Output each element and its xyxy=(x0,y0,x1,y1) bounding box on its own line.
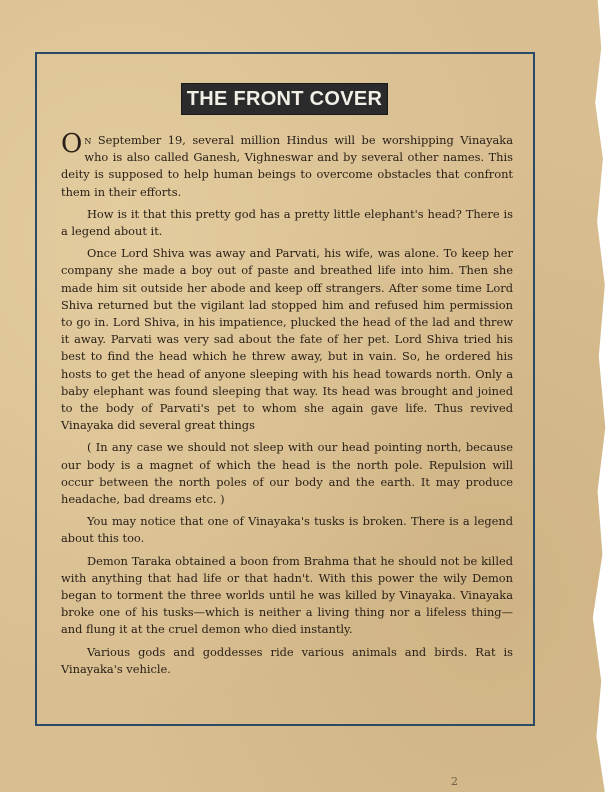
drop-cap: O xyxy=(61,129,83,159)
paragraph-1-lead: n xyxy=(84,133,92,147)
title-banner xyxy=(181,83,388,115)
paragraph-1-text: September 19, several million Hindus will be worshipping Vinayaka who is also called Ganesh, Vighneswar and by several other names. This deity is supposed to help human beings to overcome obstacles that confront them in their efforts. xyxy=(61,133,513,199)
paragraph-4: ( In any case we should not sleep with our head pointing north, because our body is a magnet of which the head is the north pole. Repulsion will occur between the north poles of our body and the earth. It may produce headache, bad dreams etc. ) xyxy=(61,440,513,507)
paragraph-2: How is it that this pretty god has a pretty little elephant's head? There is a legend about it. xyxy=(61,206,513,239)
paragraph-6: Demon Taraka obtained a boon from Brahma that he should not be killed with anything that had life or that hadn't. With this power the wily Demon began to torment the three worlds until he was killed by Vinayaka. Vinayaka broke one of his tusks—which is neither a living thing nor a lifeless thing—and flung it at the cruel demon who died instantly. xyxy=(61,553,513,637)
page-title: THE FRONT COVER xyxy=(186,87,383,110)
paragraph-3: Once Lord Shiva was away and Parvati, his wife, was alone. To keep her company she made a boy out of paste and breathed life into him. Then she made him sit outside her abode and keep off strangers. After some time Lord Shiva returned but the vigilant lad stopped him and refused him permission to go in. Lord Shiva, in his impatience, plucked the head of the lad and threw it away. Parvati was very sad about the fate of her pet. Lord Shiva tried his best to find the head which he threw away, but in vain. So, he ordered his hosts to get the head of anyone sleeping with his head towards north. Only a baby elephant was found sleeping that way. Its head was brought and joined to the body of Parvati's pet to whom she again gave life. Thus revived Vinayaka did several great things xyxy=(61,246,513,433)
page-number: 2 xyxy=(451,775,458,788)
paragraph-1 xyxy=(61,129,513,201)
paragraph-7: Various gods and goddesses ride various animals and birds. Rat is Vinayaka's vehicle. xyxy=(61,644,513,676)
article-body xyxy=(61,129,513,683)
paragraph-5: You may notice that one of Vinayaka's tusks is broken. There is a legend about this too. xyxy=(61,514,513,546)
